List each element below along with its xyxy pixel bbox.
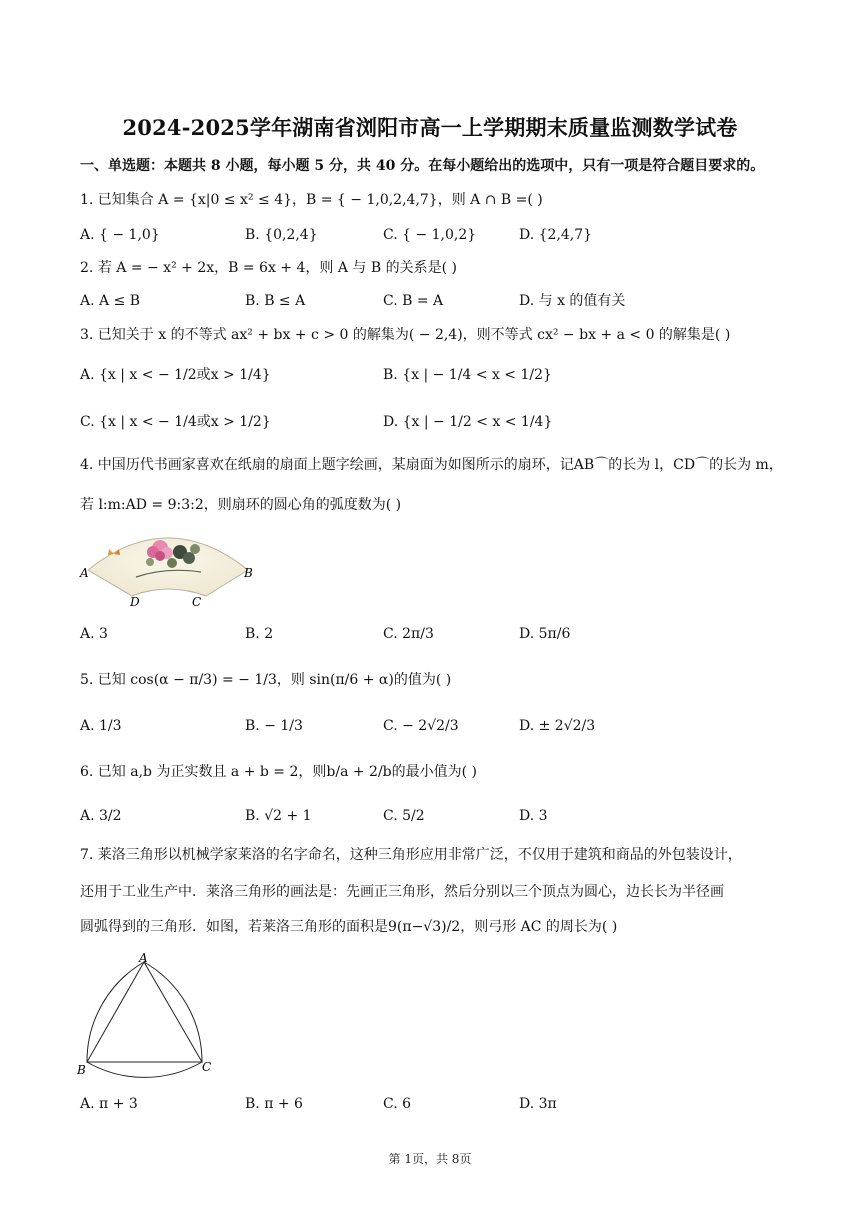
fan-label-b: B	[244, 566, 253, 580]
fan-label-d: D	[130, 595, 140, 609]
q1-option-a: A. { − 1,0}	[80, 227, 160, 243]
question-7-stem-line-2: 还用于工业生产中．莱洛三角形的画法是：先画正三角形，然后分别以三个顶点为圆心，边长长为半径画	[80, 884, 724, 900]
q5-option-b: B. − 1/3	[245, 718, 303, 734]
q7-option-a: A. π + 3	[80, 1096, 138, 1112]
q1-option-b: B. {0,2,4}	[245, 227, 318, 243]
q2-option-a: A. A ≤ B	[80, 293, 141, 309]
q5-option-d: D. ± 2√2/3	[519, 718, 596, 734]
q3-option-c: C. {x | x < − 1/4或x > 1/2}	[80, 414, 271, 430]
question-2-stem: 2. 若 A = − x² + 2x，B = 6x + 4，则 A 与 B 的关系是( )	[80, 260, 457, 276]
question-6-stem: 6. 已知 a,b 为正实数且 a + b = 2，则b/a + 2/b的最小值为( )	[80, 764, 478, 780]
q6-option-a: A. 3/2	[80, 808, 122, 824]
question-7-stem-line-3: 圆弧得到的三角形．如图，若莱洛三角形的面积是9(π−√3)/2，则弓形 AC 的周长为( )	[80, 919, 618, 935]
fan-label-c: C	[192, 595, 202, 609]
question-4-stem-line-2: 若 l:m:AD = 9:3:2，则扇环的圆心角的弧度数为( )	[80, 497, 402, 513]
reuleaux-label-c: C	[202, 1060, 212, 1074]
q4-option-a: A. 3	[80, 626, 108, 642]
q5-option-a: A. 1/3	[80, 718, 122, 734]
question-4-stem-line-1: 4. 中国历代书画家喜欢在纸扇的扇面上题字绘画，某扇面为如图所示的扇环，记AB⌒的长为 l，CD⌒的长为 m，	[80, 457, 783, 473]
q1-option-d: D. {2,4,7}	[519, 227, 593, 243]
fan-label-a: A	[80, 566, 89, 580]
q3-option-d: D. {x | − 1/2 < x < 1/4}	[383, 414, 553, 430]
q7-option-c: C. 6	[383, 1096, 412, 1112]
reuleaux-label-a: A	[139, 951, 148, 965]
q6-option-b: B. √2 + 1	[245, 808, 312, 824]
q6-option-d: D. 3	[519, 808, 548, 824]
reuleaux-triangle-figure	[74, 950, 224, 1085]
reuleaux-label-b: B	[77, 1063, 86, 1077]
q3-option-b: B. {x | − 1/4 < x < 1/2}	[383, 367, 552, 383]
question-1-stem: 1. 已知集合 A = {x|0 ≤ x² ≤ 4}，B = { − 1,0,2,4,7}，则 A ∩ B =( )	[80, 192, 543, 208]
q5-option-c: C. − 2√2/3	[383, 718, 459, 734]
page-footer: 第 1页，共 8页	[388, 1152, 472, 1166]
q2-option-c: C. B = A	[383, 293, 444, 309]
q7-option-d: D. 3π	[519, 1096, 557, 1112]
q4-option-d: D. 5π/6	[519, 626, 571, 642]
fan-figure	[76, 522, 276, 612]
q3-option-a: A. {x | x < − 1/2或x > 1/4}	[80, 367, 271, 383]
equilateral-triangle	[87, 962, 202, 1062]
question-5-stem: 5. 已知 cos(α − π/3) = − 1/3，则 sin(π/6 + α)的值为( )	[80, 672, 452, 688]
q2-option-d: D. 与 x 的值有关	[519, 293, 626, 309]
q6-option-c: C. 5/2	[383, 808, 425, 824]
q4-option-c: C. 2π/3	[383, 626, 434, 642]
q7-option-b: B. π + 6	[245, 1096, 303, 1112]
q1-option-c: C. { − 1,0,2}	[383, 227, 477, 243]
question-3-stem: 3. 已知关于 x 的不等式 ax² + bx + c > 0 的解集为( − 2,4)，则不等式 cx² − bx + a < 0 的解集是( )	[80, 327, 731, 343]
reuleaux-outline	[87, 962, 202, 1077]
q2-option-b: B. B ≤ A	[245, 293, 306, 309]
section-heading: 一、单选题：本题共 8 小题，每小题 5 分，共 40 分。在每小题给出的选项中，只有一项是符合题目要求的。	[80, 158, 765, 174]
question-7-stem-line-1: 7. 莱洛三角形以机械学家莱洛的名字命名，这种三角形应用非常广泛，不仅用于建筑和商品的外包装设计，	[80, 847, 742, 863]
q4-option-b: B. 2	[245, 626, 274, 642]
page-title: 2024-2025学年湖南省浏阳市高一上学期期末质量监测数学试卷	[122, 115, 738, 140]
